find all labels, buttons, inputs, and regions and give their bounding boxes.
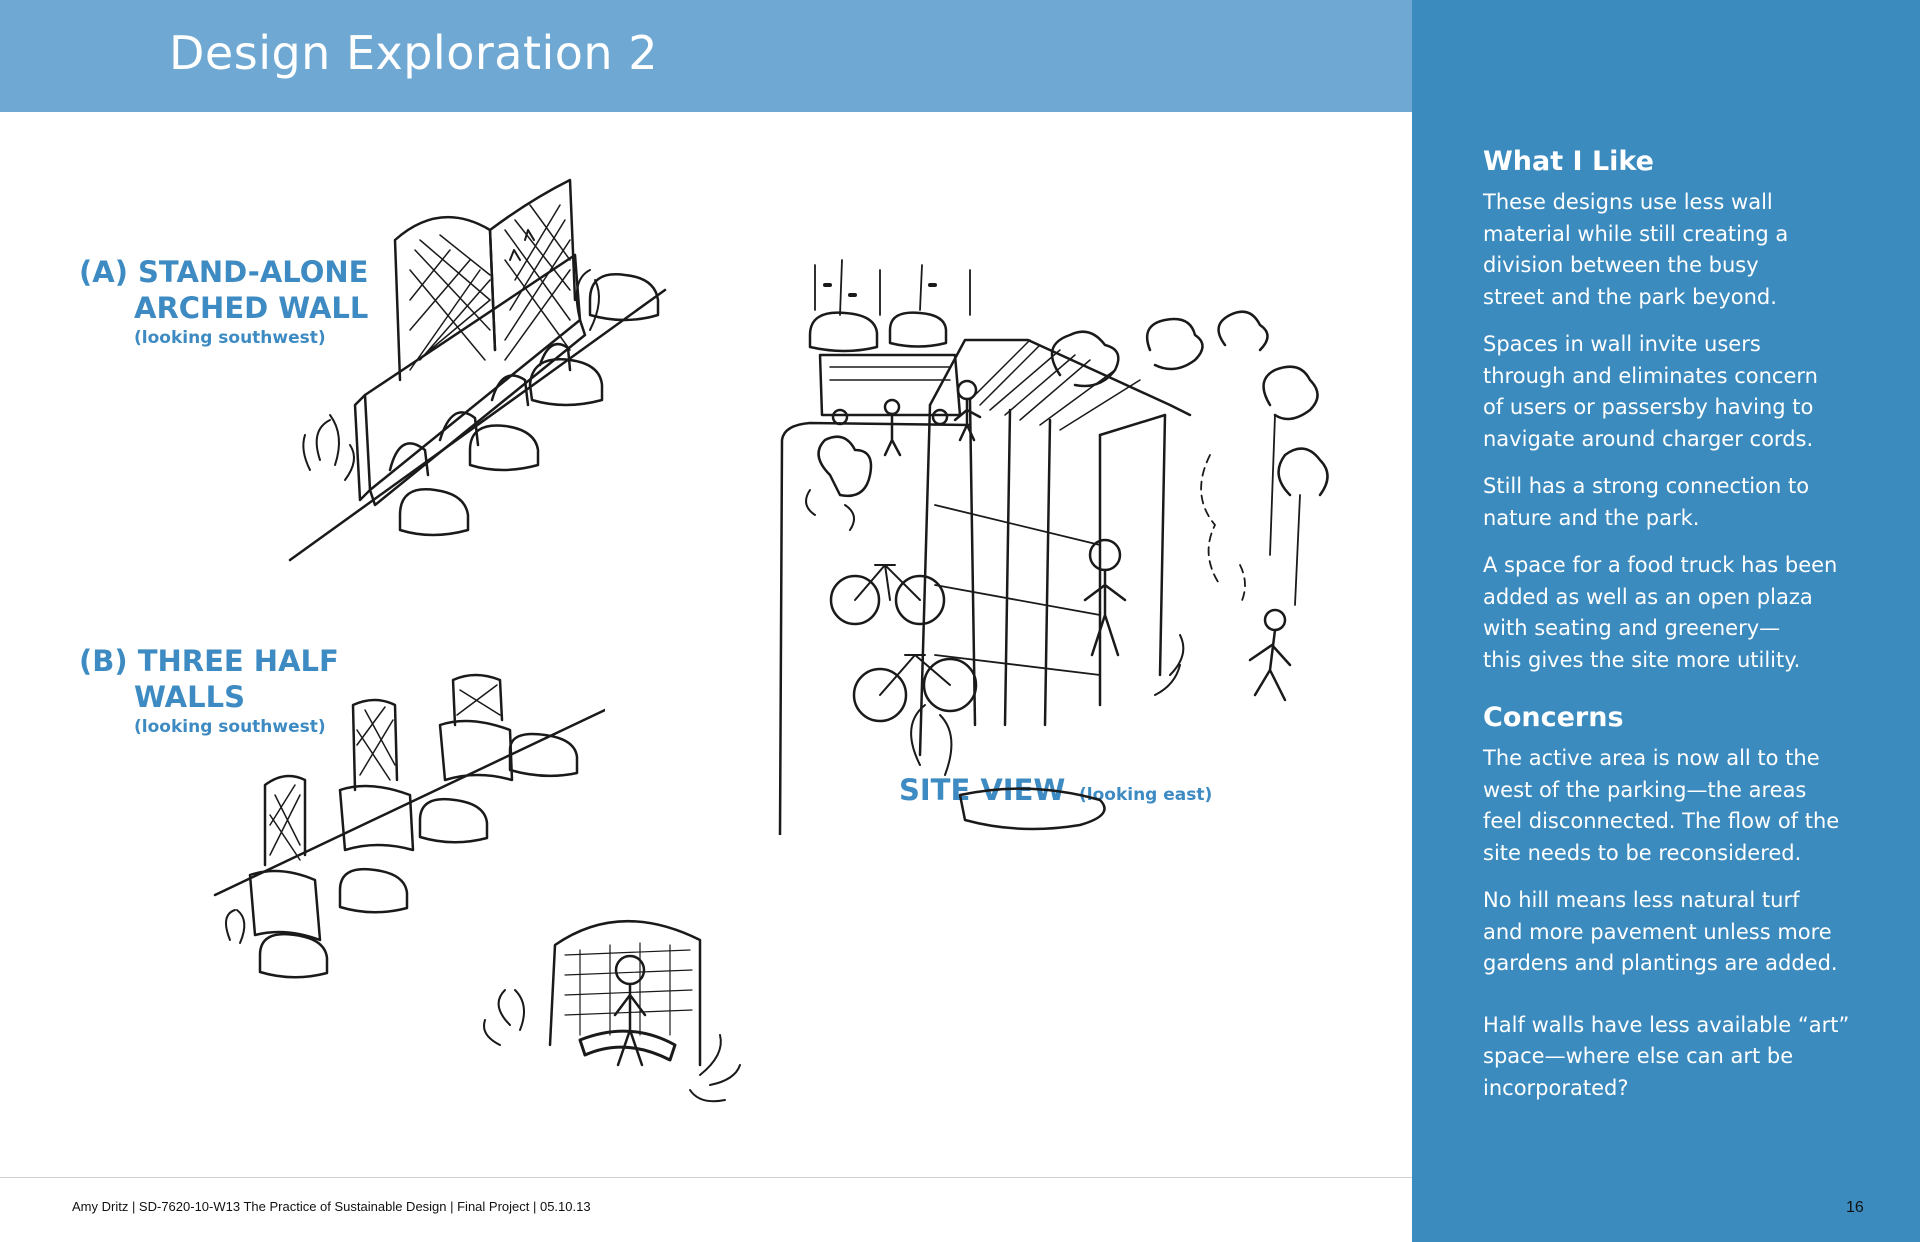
label-a-line2: ARCHED WALL — [134, 291, 369, 325]
label-site-view-subtitle: (looking east) — [1078, 785, 1213, 805]
concern-paragraph: The active area is now all to the west of the parking—the areas feel disconnected. The flow of the site needs to be reconsidered. — [1483, 746, 1840, 865]
page-title: Design Exploration 2 — [169, 26, 658, 80]
like-paragraph: Still has a strong connection to nature and the park. — [1483, 474, 1810, 530]
like-paragraph: A space for a food truck has been added as well as an open plaza with seating and greenery— this gives the site more utility. — [1483, 553, 1838, 672]
label-site-view-title: SITE VIEW — [899, 773, 1066, 807]
label-b-line1: (B) THREE HALF — [79, 644, 339, 678]
label-b-line2: WALLS — [134, 680, 245, 714]
concern-paragraph: No hill means less natural turf and more pavement unless more gardens and plantings are added. — [1483, 888, 1838, 975]
sketch-arched-wall — [270, 160, 690, 580]
label-b-subtitle: (looking southwest) — [134, 717, 326, 737]
label-a-subtitle: (looking southwest) — [134, 328, 326, 348]
footer-credit: Amy Dritz | SD-7620-10-W13 The Practice of Sustainable Design | Final Project | 05.10.13 — [72, 1199, 591, 1214]
like-paragraph: These designs use less wall material while still creating a division between the busy street and the park beyond. — [1483, 190, 1789, 309]
sidebar — [1412, 0, 1920, 1242]
heading-what-i-like: What I Like — [1483, 146, 1654, 177]
header-bar — [0, 0, 1412, 112]
like-paragraph: Spaces in wall invite users through and eliminates concern of users or passersby having to navigate around charger cords. — [1483, 332, 1818, 451]
concern-paragraph: Half walls have less available “art” space—where else can art be incorporated? — [1483, 1012, 1850, 1100]
label-a-line1: (A) STAND-ALONE — [79, 255, 369, 289]
sidebar-content — [1483, 146, 1883, 1120]
page-number: 16 — [1846, 1199, 1864, 1216]
sketch-site-view — [770, 255, 1350, 835]
heading-concerns: Concerns — [1483, 702, 1624, 733]
footer-divider — [0, 1177, 1412, 1178]
sketch-bench-seating — [470, 895, 750, 1125]
